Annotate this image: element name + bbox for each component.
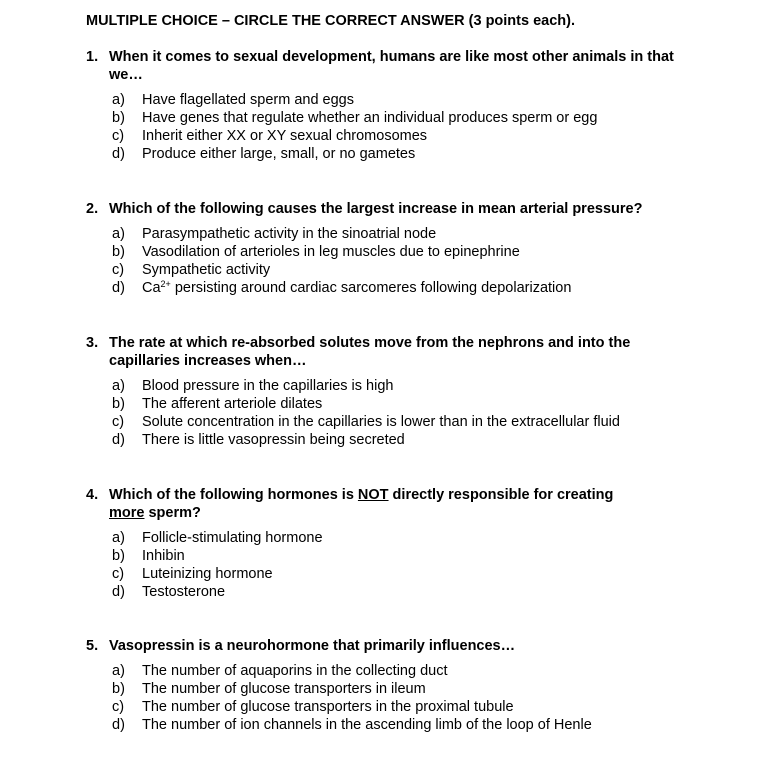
option-b[interactable]: b) The number of glucose transporters in ileum xyxy=(112,681,426,697)
option-a[interactable]: a) Have flagellated sperm and eggs xyxy=(112,92,354,108)
option-c[interactable]: c) Inherit either XX or XY sexual chromosomes xyxy=(112,128,428,144)
question-number: 5. xyxy=(86,638,99,654)
option-d[interactable]: d) The number of ion channels in the ascending limb of the loop of Henle xyxy=(112,717,592,733)
emphasis-more: more xyxy=(109,505,145,521)
option-b[interactable]: b) The afferent arteriole dilates xyxy=(112,396,323,412)
superscript-charge: 2+ xyxy=(160,279,171,289)
option-list xyxy=(112,662,686,734)
question-number: 3. xyxy=(86,335,99,351)
section-header: MULTIPLE CHOICE – CIRCLE THE CORRECT ANSWER (3 points each). xyxy=(86,13,575,29)
option-list xyxy=(112,529,686,601)
question-text: The rate at which re-absorbed solutes move from the nephrons and into the capillaries increases when… xyxy=(109,335,631,369)
question-text: Which of the following causes the largest increase in mean arterial pressure? xyxy=(109,201,643,217)
question-number: 2. xyxy=(86,201,99,217)
question-stem xyxy=(86,200,686,218)
question-stem xyxy=(86,48,686,84)
option-a[interactable]: a) Follicle-stimulating hormone xyxy=(112,530,323,546)
emphasis-not: NOT xyxy=(357,487,389,503)
question-text: Vasopressin is a neurohormone that primarily influences… xyxy=(109,638,516,654)
option-list xyxy=(112,91,686,163)
question-3 xyxy=(86,334,686,449)
question-stem xyxy=(86,334,686,370)
option-b[interactable]: b) Inhibin xyxy=(112,548,185,564)
option-a[interactable]: a) Blood pressure in the capillaries is high xyxy=(112,378,394,394)
question-number: 1. xyxy=(86,49,99,65)
option-b[interactable]: b) Have genes that regulate whether an individual produces sperm or egg xyxy=(112,110,598,126)
question-number: 4. xyxy=(86,487,99,503)
option-d[interactable]: d) There is little vasopressin being secreted xyxy=(112,432,405,448)
question-4 xyxy=(86,486,686,601)
option-d[interactable]: d) $Ca^{2+}$ persisting around cardiac sarcomeres following depolarization xyxy=(112,279,572,296)
question-text: When it comes to sexual development, humans are like most other animals in that we… xyxy=(109,49,674,83)
option-d[interactable]: d) Produce either large, small, or no gametes xyxy=(112,146,416,162)
option-b[interactable]: b) Vasodilation of arterioles in leg muscles due to epinephrine xyxy=(112,244,520,260)
question-text: Which of the following hormones is NOT directly responsible for creating more sperm? xyxy=(109,487,614,521)
option-c[interactable]: c) Solute concentration in the capillaries is lower than in the extracellular fluid xyxy=(112,414,620,430)
option-d[interactable]: d) Testosterone xyxy=(112,584,226,600)
option-c[interactable]: c) The number of glucose transporters in the proximal tubule xyxy=(112,699,514,715)
question-5 xyxy=(86,637,686,734)
question-stem xyxy=(86,486,686,522)
question-1 xyxy=(86,48,686,163)
question-2 xyxy=(86,200,686,297)
option-a[interactable]: a) Parasympathetic activity in the sinoatrial node xyxy=(112,226,437,242)
option-list xyxy=(112,377,686,449)
option-list xyxy=(112,225,686,297)
option-a[interactable]: a) The number of aquaporins in the collecting duct xyxy=(112,663,448,679)
option-c[interactable]: c) Sympathetic activity xyxy=(112,262,271,278)
option-c[interactable]: c) Luteinizing hormone xyxy=(112,566,273,582)
question-stem xyxy=(86,637,686,655)
